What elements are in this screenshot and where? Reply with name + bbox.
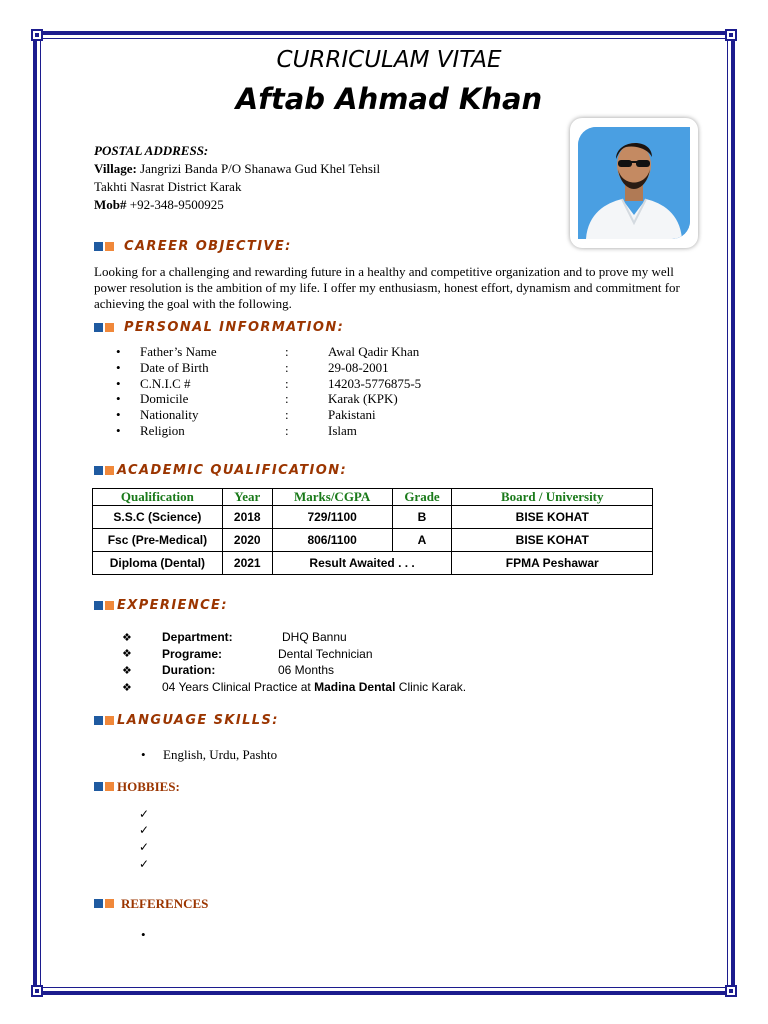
section-square-blue-icon: [94, 323, 103, 332]
section-square-orange-icon: [105, 466, 114, 475]
table-row: [93, 506, 653, 529]
address-line-2: Takhti Nasrat District Karak: [94, 179, 242, 194]
corner-ornament-bottom-left: [31, 985, 43, 997]
personal-info-label: Father’s Name: [140, 344, 217, 359]
diamond-bullet-icon: ❖: [122, 648, 132, 660]
village-value: Jangrizi Banda P/O Shanawa Gud Khel Tehsil: [136, 161, 381, 176]
personal-info-label: Domicile: [140, 391, 189, 406]
personal-info-colon: :: [285, 391, 289, 406]
practice-prefix: 04 Years Clinical Practice at: [162, 680, 315, 694]
table-cell-marks: 729/1100: [272, 506, 392, 529]
section-square-orange-icon: [105, 899, 114, 908]
personal-info-colon: :: [285, 344, 289, 359]
bullet-icon: •: [116, 376, 121, 391]
personal-info-label: Nationality: [140, 407, 199, 422]
personal-info-colon: :: [285, 407, 289, 422]
check-icon: ✓: [139, 823, 150, 837]
table-cell-year: 2018: [222, 506, 272, 529]
personal-info-colon: :: [285, 376, 289, 391]
section-square-orange-icon: [105, 782, 114, 791]
table-cell-qualification: S.S.C (Science): [93, 506, 223, 529]
section-square-orange-icon: [105, 716, 114, 725]
document-title: CURRICULAM VITAE: [276, 47, 502, 73]
section-title: HOBBIES:: [117, 779, 180, 794]
corner-ornament-bottom-right: [725, 985, 737, 997]
table-cell-qualification: Diploma (Dental): [93, 552, 223, 575]
table-cell-year: 2020: [222, 529, 272, 552]
table-header-cell: Board / University: [452, 489, 653, 506]
section-title: REFERENCES: [121, 896, 209, 911]
table-cell-year: 2021: [222, 552, 272, 575]
bullet-icon: •: [116, 391, 121, 406]
table-header-cell: Qualification: [93, 489, 223, 506]
personal-info-label: C.N.I.C #: [140, 376, 191, 391]
postal-address-label: POSTAL ADDRESS:: [94, 143, 209, 158]
check-icon: ✓: [139, 857, 150, 871]
mobile-label: Mob#: [94, 197, 127, 212]
table-cell-marks: 806/1100: [272, 529, 392, 552]
experience-practice-line: [162, 680, 466, 694]
diamond-bullet-icon: ❖: [122, 682, 132, 694]
career-objective-text: Looking for a challenging and rewarding future in a healthy and competitive organization and to prove my well power resolution is the ambition of my life. I offer my enthusiasm, honest effort, dynamism and commitment for achieving the goal with the following.: [94, 264, 680, 311]
experience-department-label: Department:: [162, 630, 233, 644]
profile-photo-image: [578, 127, 690, 239]
section-square-orange-icon: [105, 323, 114, 332]
section-square-blue-icon: [94, 899, 103, 908]
academic-qualification-table: [92, 488, 653, 575]
personal-info-label: Date of Birth: [140, 360, 209, 375]
personal-info-value: Awal Qadir Khan: [328, 344, 420, 359]
bullet-icon: •: [116, 423, 121, 438]
mobile-value: +92-348-9500925: [126, 197, 224, 212]
personal-info-label: Religion: [140, 423, 185, 438]
table-header-cell: Marks/CGPA: [272, 489, 392, 506]
section-title: CAREER OBJECTIVE:: [124, 239, 292, 254]
corner-ornament-top-right: [725, 29, 737, 41]
personal-info-value: Karak (KPK): [328, 391, 398, 406]
experience-duration-label: Duration:: [162, 663, 216, 677]
table-row: [93, 529, 653, 552]
section-square-orange-icon: [105, 601, 114, 610]
section-square-blue-icon: [94, 601, 103, 610]
personal-info-value: Pakistani: [328, 407, 376, 422]
table-header-cell: Year: [222, 489, 272, 506]
check-icon: ✓: [139, 840, 150, 854]
section-title: LANGUAGE SKILLS:: [117, 713, 279, 728]
personal-info-value: 14203-5776875-5: [328, 376, 422, 391]
diamond-bullet-icon: ❖: [122, 632, 132, 644]
language-skills-value: English, Urdu, Pashto: [163, 747, 278, 762]
section-square-blue-icon: [94, 466, 103, 475]
table-row: [93, 552, 653, 575]
experience-duration-value: 06 Months: [278, 663, 335, 677]
bullet-icon: •: [116, 344, 121, 359]
experience-department-value: DHQ Bannu: [282, 630, 347, 644]
personal-info-value: Islam: [328, 423, 357, 438]
experience-programe-label: Programe:: [162, 647, 223, 661]
table-cell-board: FPMA Peshawar: [452, 552, 653, 575]
table-header-row: [93, 489, 653, 506]
diamond-bullet-icon: ❖: [122, 665, 132, 677]
section-title: PERSONAL INFORMATION:: [124, 320, 345, 335]
experience-programe-value: Dental Technician: [278, 647, 373, 661]
bullet-icon: •: [116, 360, 121, 375]
section-title: EXPERIENCE:: [117, 598, 228, 613]
section-square-blue-icon: [94, 242, 103, 251]
table-cell-grade: A: [392, 529, 452, 552]
personal-info-colon: :: [285, 360, 289, 375]
table-cell-board: BISE KOHAT: [452, 529, 653, 552]
village-line: [94, 161, 380, 177]
corner-ornament-top-left: [31, 29, 43, 41]
practice-suffix: Clinic Karak.: [395, 680, 467, 694]
check-icon: ✓: [139, 807, 150, 821]
table-cell-qualification: Fsc (Pre-Medical): [93, 529, 223, 552]
personal-info-colon: :: [285, 423, 289, 438]
section-square-orange-icon: [105, 242, 114, 251]
bullet-icon: •: [116, 407, 121, 422]
village-label: Village:: [94, 161, 137, 176]
mobile-line: [94, 197, 224, 213]
section-square-blue-icon: [94, 782, 103, 791]
bullet-icon: •: [141, 747, 146, 762]
bullet-icon: •: [141, 927, 146, 942]
section-title: ACADEMIC QUALIFICATION:: [117, 463, 348, 478]
table-cell-grade: B: [392, 506, 452, 529]
table-header-cell: Grade: [392, 489, 452, 506]
candidate-name: Aftab Ahmad Khan: [235, 82, 543, 116]
practice-clinic-name: Madina Dental: [314, 680, 396, 694]
personal-info-value: 29-08-2001: [328, 360, 389, 375]
profile-photo-frame: [570, 118, 698, 248]
section-square-blue-icon: [94, 716, 103, 725]
profile-photo: [578, 127, 690, 239]
table-cell-marks: Result Awaited . . .: [272, 552, 452, 575]
table-cell-board: BISE KOHAT: [452, 506, 653, 529]
